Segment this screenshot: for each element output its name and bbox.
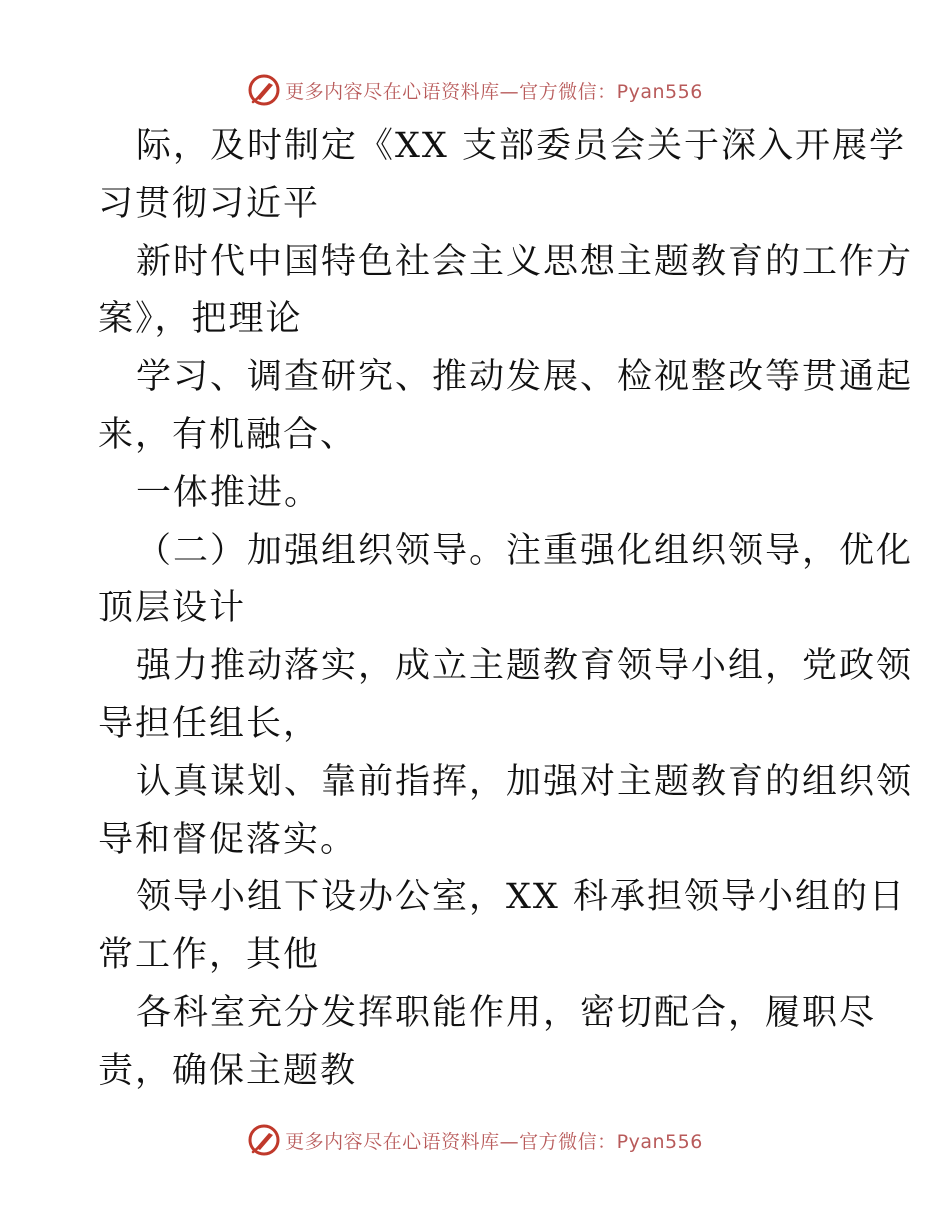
body-line: 际，及时制定《XX 支部委员会关于深入开展学 [136, 126, 906, 166]
body-line: 习贯彻习近平 [98, 183, 321, 224]
body-line: 导和督促落实。 [98, 819, 358, 860]
body-line: 认真谋划、靠前指挥，加强对主题教育的组织领 [136, 761, 914, 802]
quill-logo-icon [247, 73, 281, 107]
body-line: 新时代中国特色社会主义思想主题教育的工作方 [136, 241, 914, 282]
body-line: 顶层设计 [98, 588, 247, 629]
footer-banner-text: 更多内容尽在心语资料库—官方微信：Pyan556 [285, 1130, 703, 1153]
body-line: 领导小组下设办公室，XX 科承担领导小组的日 [136, 877, 906, 918]
body-line: 来，有机融合、 [98, 414, 358, 455]
body-line: 学习、调查研究、推动发展、检视整改等贯通起 [136, 357, 914, 398]
document-body [98, 118, 914, 1101]
body-line: 各科室充分发挥职能作用，密切配合，履职尽 [136, 992, 877, 1033]
header-banner [0, 70, 950, 110]
body-line: 案》，把理论 [98, 299, 303, 340]
body-line: （二）加强组织领导。注重强化组织领导，优化 [136, 530, 914, 571]
body-line: 一体推进。 [136, 472, 322, 513]
quill-logo-icon [247, 1123, 281, 1157]
body-line: 强力推动落实，成立主题教育领导小组，党政领 [136, 646, 914, 687]
body-line: 导担任组长， [98, 703, 321, 744]
body-line: 责，确保主题教 [98, 1050, 358, 1091]
body-line: 常工作，其他 [98, 935, 321, 976]
footer-banner [0, 1120, 950, 1160]
header-banner-text: 更多内容尽在心语资料库—官方微信：Pyan556 [285, 80, 703, 103]
